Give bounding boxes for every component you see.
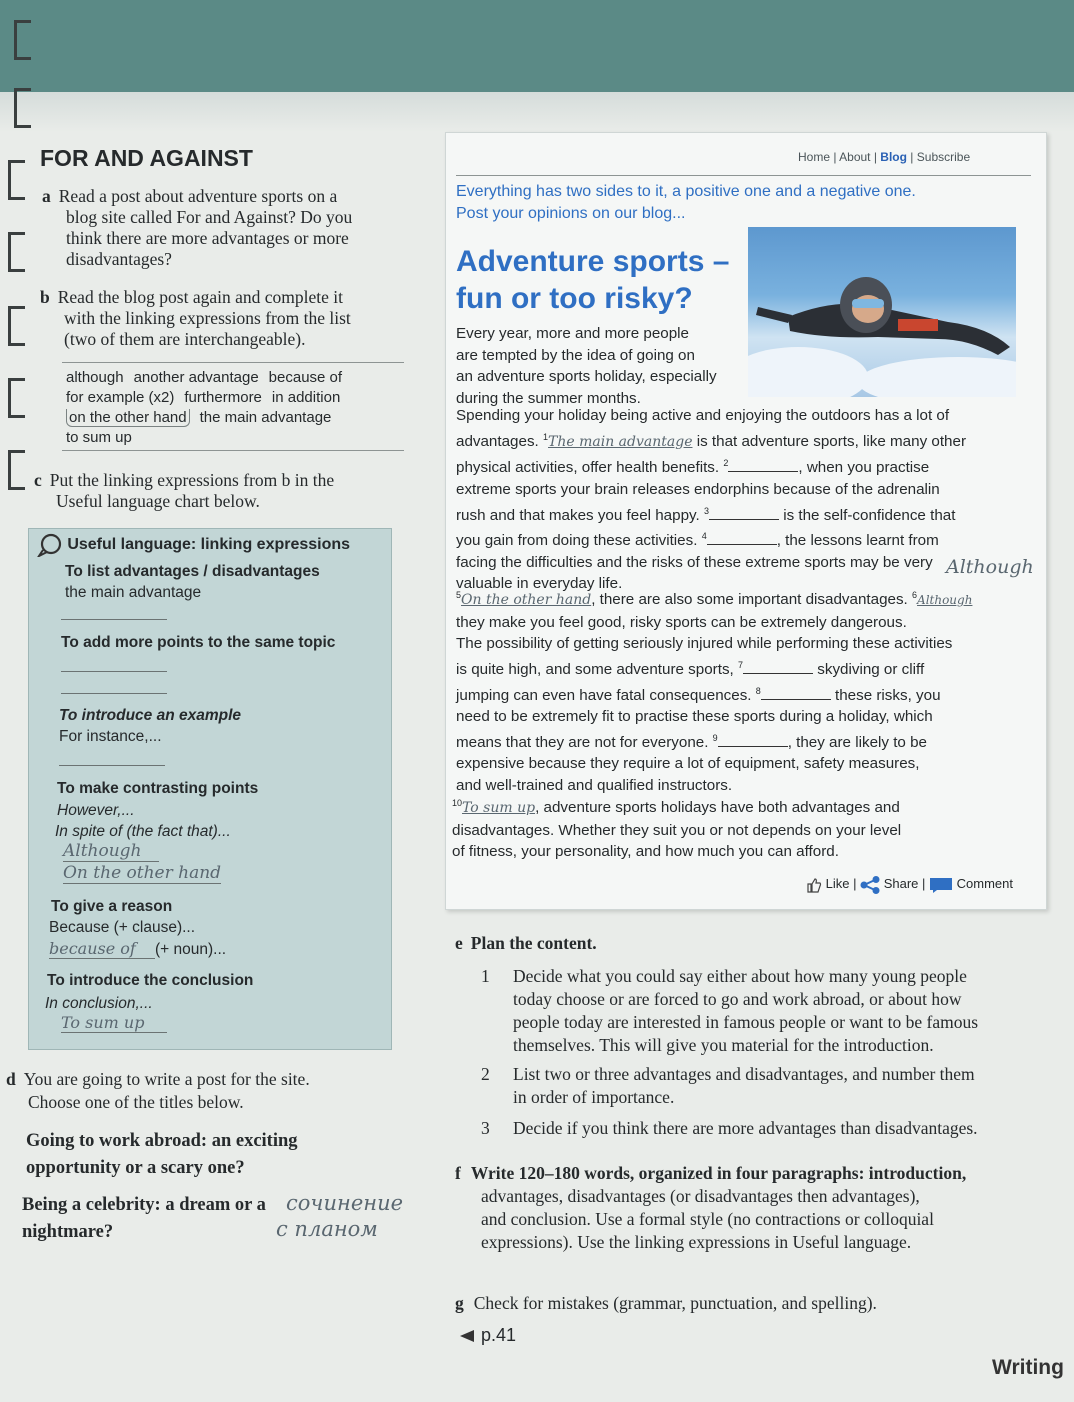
blog-lead: Every year, more and more people are tempted by the idea of going on an adventure sports holiday, especially during the summer months. bbox=[456, 325, 717, 407]
binder-ring bbox=[8, 232, 25, 272]
handwritten-answer: On the other hand bbox=[461, 592, 592, 609]
contrast-item: However,... bbox=[57, 802, 135, 819]
blog-paragraph-1: Spending your holiday being active and enjoying the outdoors has a lot of advantages. $^1$The main advantage is that adventure sports, like many other physical activities, offer health benefits. $^2$ , when you practise extreme sports your brain releases endorphins because of the adrenalin rush and that makes you feel happy. $^3$ is the self-confidence that you gain from doing these activities. $^4$ , the lessons learnt from facing the difficulties and the risks of these extreme sports may be very valuable in everyday life. bbox=[456, 407, 967, 593]
contrast-heading: To make contrasting points bbox=[57, 780, 259, 797]
answer-blank[interactable] bbox=[61, 655, 167, 672]
nav-blog[interactable]: Blog bbox=[880, 150, 907, 164]
answer-blank[interactable] bbox=[61, 603, 167, 620]
handwritten-answer: To sum up bbox=[61, 1013, 167, 1033]
word-list-rule bbox=[62, 450, 404, 451]
header-band bbox=[0, 0, 1074, 92]
title-option-2[interactable]: Being a celebrity: a dream or a nightmare? bbox=[22, 1195, 266, 1242]
task-g: g Check for mistakes (grammar, punctuation, and spelling). bbox=[455, 1293, 877, 1313]
binder-ring bbox=[8, 450, 25, 490]
footer-label: Writing bbox=[992, 1356, 1064, 1379]
handwritten-answer: Although bbox=[917, 593, 973, 608]
blog-post bbox=[445, 132, 1047, 910]
useful-language-panel bbox=[28, 528, 392, 1050]
binder-ring bbox=[14, 20, 31, 60]
arrow-left-icon bbox=[458, 1329, 476, 1343]
nav-about[interactable]: About bbox=[839, 150, 871, 164]
task-d: d You are going to write a post for the site. Choose one of the titles below. bbox=[6, 1069, 310, 1112]
task-f: f Write 120–180 words, organized in four paragraphs: introduction, advantages, disadvantages (or disadvantages then advantages), and conclusion. Use a formal style (no contractions or colloquial expressions). Use the linking expressions in Useful language. bbox=[455, 1163, 967, 1252]
conclusion-item: In conclusion,... bbox=[45, 995, 153, 1012]
comment-button[interactable]: Comment bbox=[929, 876, 1013, 891]
handwritten-answer: On the other hand bbox=[63, 863, 222, 883]
answer-gap[interactable] bbox=[709, 505, 779, 520]
useful-language-title: Useful language: linking expressions bbox=[37, 533, 350, 557]
blog-headline: Adventure sports – fun or too risky? bbox=[456, 245, 730, 315]
binder-ring bbox=[14, 88, 31, 128]
answer-gap[interactable] bbox=[761, 685, 831, 700]
thumbs-up-icon bbox=[806, 877, 822, 893]
skydiver-photo bbox=[748, 227, 1016, 397]
contrast-item: In spite of (the fact that)... bbox=[55, 823, 231, 840]
nav-home[interactable]: Home bbox=[798, 150, 831, 164]
binder-ring bbox=[8, 306, 25, 346]
nav-subscribe[interactable]: Subscribe bbox=[916, 150, 971, 164]
share-icon bbox=[860, 876, 880, 894]
example-heading: To introduce an example bbox=[59, 707, 242, 724]
section-title: FOR AND AGAINST bbox=[40, 145, 253, 171]
answer-blank[interactable] bbox=[59, 749, 165, 766]
task-b: b Read the blog post again and complete it with the linking expressions from the list (two of them are interchangeable). bbox=[40, 287, 351, 349]
word-list-rule bbox=[62, 362, 404, 363]
list-item: the main advantage bbox=[65, 584, 202, 601]
handwritten-answer: Although bbox=[63, 841, 159, 862]
share-button[interactable]: Share bbox=[860, 876, 918, 891]
blog-actions: Like | Share | Comment bbox=[806, 873, 1013, 895]
handwritten-note: сочинение с планом bbox=[276, 1191, 404, 1241]
binder-ring bbox=[8, 160, 25, 200]
title-option-1[interactable]: Going to work abroad: an exciting opportunity or a scary one? bbox=[26, 1131, 298, 1178]
comment-icon bbox=[929, 877, 953, 893]
task-a: a Read a post about adventure sports on a blog site called For and Against? Do you think there are more advantages or more disadvantages? bbox=[42, 186, 353, 269]
task-c: c Put the linking expressions from b in the Useful language chart below. bbox=[34, 470, 335, 511]
handwritten-answer: The main advantage bbox=[548, 433, 693, 450]
blog-intro: Everything has two sides to it, a positive one and a negative one. Post your opinions on our blog... bbox=[456, 183, 916, 222]
task-e: e Plan the content. 1 Decide what you could say either about how many young people today choose or are forced to go and work abroad, or about how people today are interested in famous people or want to be famous themselves. This will give you material for the introduction. 2 List two or three advantages and disadvantages, and number them in order of importance. 3 Decide if you think there are more advantages than disadvantages. bbox=[455, 933, 979, 1138]
handwritten-note: Although bbox=[946, 556, 1034, 578]
answer-blank[interactable] bbox=[61, 677, 167, 694]
speech-bubble-icon bbox=[37, 533, 63, 557]
binder-ring bbox=[8, 378, 25, 418]
list-heading: To list advantages / disadvantages bbox=[65, 563, 320, 580]
blog-nav: Home | About | Blog | Subscribe bbox=[798, 150, 971, 164]
handwritten-answer: To sum up bbox=[462, 800, 536, 817]
answer-gap[interactable] bbox=[707, 530, 777, 545]
conclusion-heading: To introduce the conclusion bbox=[47, 972, 254, 989]
handwritten-answer: because of bbox=[49, 939, 155, 959]
reason-item: Because (+ clause)... bbox=[49, 919, 196, 936]
answer-gap[interactable] bbox=[718, 732, 788, 747]
like-button[interactable]: Like bbox=[806, 876, 849, 891]
add-heading: To add more points to the same topic bbox=[61, 634, 336, 651]
reason-heading: To give a reason bbox=[51, 898, 173, 915]
blog-paragraph-2: $^5$On the other hand, there are also some important disadvantages. $^6$Although they make you feel good, risky sports can be extremely dangerous. The possibility of getting seriously injured while performing these activities is quite high, and some adventure sports, $^7$ skydiving or cliff jumping can even have fatal consequences. $^8$ these risks, you need to be extremely fit to practise these sports during a holiday, which means that they are not for everyone. $^9$ , they are likely to be expensive because they require a lot of equipment, safety measures, and well-trained and qualified instructors. bbox=[456, 590, 973, 794]
header-fade bbox=[0, 92, 1074, 132]
skydiver-figure bbox=[748, 227, 1016, 397]
reason-row: because of (+ noun)... bbox=[49, 939, 227, 958]
example-item: For instance,... bbox=[59, 728, 162, 745]
word-list: although another advantage because of for example (x2) furthermore in addition on the other hand the main advantage to sum up bbox=[66, 369, 343, 446]
answer-gap[interactable] bbox=[728, 457, 798, 472]
nav-divider bbox=[456, 175, 1031, 176]
blog-paragraph-3: $^{10}$To sum up, adventure sports holidays have both advantages and disadvantages. Whether they suit you or not depends on your level of fitness, your personality, and how much you can afford. bbox=[452, 798, 902, 861]
answer-gap[interactable] bbox=[743, 659, 813, 674]
page-reference[interactable]: p.41 bbox=[458, 1325, 516, 1346]
